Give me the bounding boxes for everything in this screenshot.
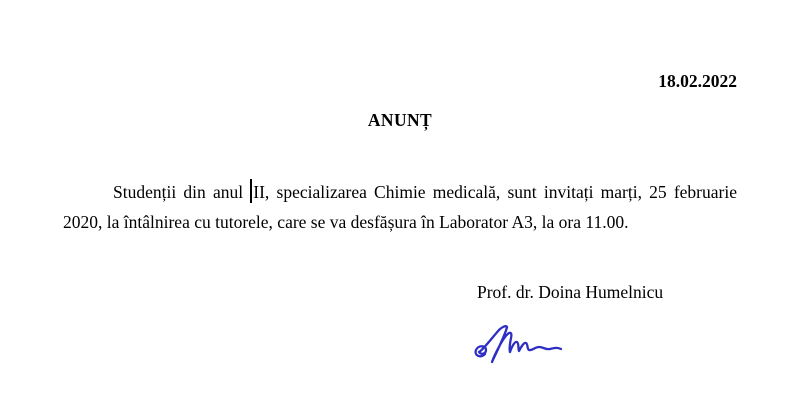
document-date: 18.02.2022 [658, 71, 737, 91]
body-text-after-cursor: II, specializarea Chimie medicală, sunt invitați marți, 25 februarie 2020, la întâlnirea cu tutorele, care se va desfășura în Laborator A3, la ora 11.00. [63, 182, 737, 232]
body-text-before-cursor: Studenții din anul [113, 182, 251, 202]
signature-stroke [476, 326, 561, 362]
document-title: ANUNȚ [367, 110, 433, 130]
document-body[interactable] [63, 177, 737, 237]
signature-image [471, 321, 571, 371]
text-cursor [250, 179, 252, 203]
signatory-name: Prof. dr. Doina Humelnicu [477, 282, 664, 302]
